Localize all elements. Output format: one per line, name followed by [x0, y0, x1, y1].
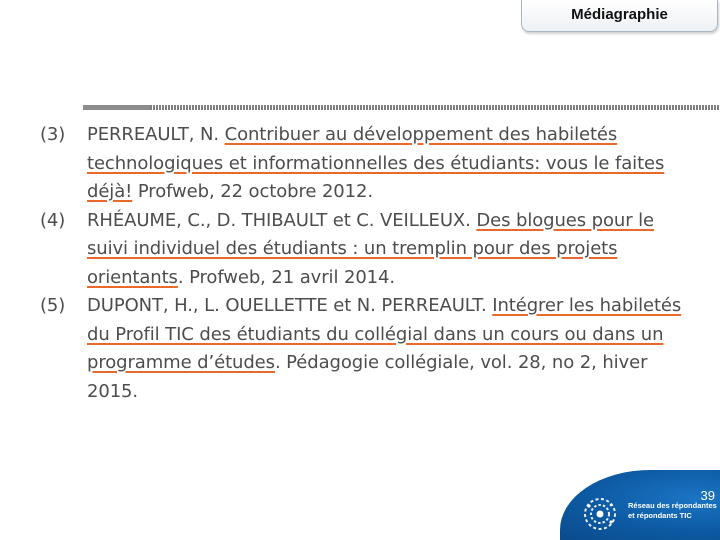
reference-link[interactable]: Intégrer les habiletés du Profil TIC des étudiants du collégial dans un cours ou dans un programme d’études — [87, 295, 682, 373]
org-name-line2: et répondants TIC — [628, 511, 692, 520]
reference-authors: PERREAULT, N. — [87, 124, 225, 145]
reference-authors: RHÉAUME, C., D. THIBAULT et C. VEILLEUX. — [87, 209, 477, 231]
reference-body — [87, 207, 687, 293]
reference-number: (4) — [40, 209, 66, 231]
reference-source: Profweb, 22 octobre 2012. — [132, 181, 373, 202]
org-name — [628, 501, 718, 521]
reference-link[interactable]: Contribuer au développement des habiletés technologiques et informationnelles des étudiants: vous le faites déjà! — [87, 124, 665, 202]
reference-body — [87, 292, 687, 406]
section-tab — [521, 0, 718, 32]
reference-authors: DUPONT, H., L. OUELLETTE et N. PERREAULT. — [87, 295, 493, 316]
reference-link[interactable]: Des blogues pour le suivi individuel des étudiants : un tremplin pour des projets orientants — [87, 209, 655, 288]
reference-source: . Pédagogie collégiale, vol. 28, no 2, hiver 2015. — [87, 352, 648, 402]
org-name-line1: Réseau des répondantes — [628, 501, 717, 510]
section-tab-label: Médiagraphie — [571, 6, 668, 23]
reference-item — [40, 292, 710, 406]
divider-dotted — [150, 105, 720, 110]
reference-item — [40, 121, 710, 207]
reference-body — [87, 121, 687, 207]
divider-solid — [83, 105, 150, 110]
reference-number: (3) — [40, 124, 66, 145]
reference-source: . Profweb, 21 avril 2014. — [177, 266, 395, 288]
page-number: 39 — [700, 488, 715, 503]
network-logo-icon — [575, 496, 625, 536]
reference-number: (5) — [40, 295, 66, 316]
reference-list — [40, 121, 710, 406]
reference-item — [40, 207, 710, 293]
